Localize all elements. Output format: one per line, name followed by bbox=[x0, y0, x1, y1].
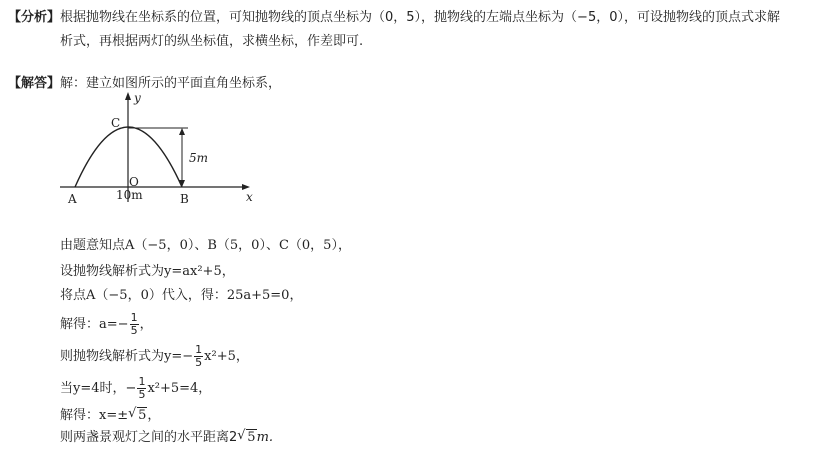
step-6-text: 当 bbox=[60, 381, 74, 396]
y-axis-arrow bbox=[125, 92, 131, 100]
fraction-numerator: 1 bbox=[138, 375, 146, 388]
label-b: B bbox=[180, 192, 189, 206]
step-6-mid: 时，− bbox=[99, 381, 137, 396]
step-3-text: 将点 bbox=[60, 288, 87, 303]
step-7-formula: x=± bbox=[99, 408, 129, 423]
step-2-text: 设抛物线解析式为 bbox=[60, 264, 165, 279]
point-a: A（−5，0）、 bbox=[125, 238, 208, 253]
label-o: O bbox=[129, 175, 139, 189]
step-1-text: 由题意知点 bbox=[60, 238, 126, 253]
height-arrow-top bbox=[179, 128, 185, 135]
analysis-tag: 【分析】 bbox=[8, 10, 61, 25]
step-5-formula: y=− bbox=[164, 349, 194, 364]
label-a: A bbox=[68, 192, 77, 206]
label-c: C bbox=[111, 116, 121, 130]
fraction-denominator: 5 bbox=[138, 388, 146, 401]
label-height: 5m bbox=[189, 151, 209, 165]
step-4-fraction bbox=[130, 312, 139, 337]
step-3-formula: A（−5，0）代入，得：25a+5=0， bbox=[86, 288, 303, 303]
label-x: x bbox=[246, 190, 253, 204]
step-6-fraction bbox=[137, 376, 146, 401]
step-1 bbox=[60, 236, 351, 256]
step-8 bbox=[60, 428, 273, 448]
sqrt-5: √ 5 bbox=[128, 406, 147, 423]
step-7-text: 解得： bbox=[60, 408, 100, 423]
solution-tag: 【解答】 bbox=[8, 76, 61, 91]
step-2-formula: y=ax²+5， bbox=[164, 264, 235, 279]
step-4-text: 解得： bbox=[60, 317, 100, 332]
solution-intro: 解：建立如图所示的平面直角坐标系， bbox=[60, 76, 282, 91]
step-4 bbox=[60, 312, 153, 337]
analysis-line-2 bbox=[60, 32, 363, 52]
step-8-unit: m. bbox=[256, 430, 274, 445]
step-2 bbox=[60, 262, 235, 282]
analysis-text-1: 根据抛物线在坐标系的位置，可知抛物线的顶点坐标为（0，5），抛物线的左端点坐标为（−5，0），可设抛物线的顶点式求解 bbox=[60, 10, 780, 25]
fraction-numerator: 1 bbox=[195, 343, 203, 356]
step-5-text: 则抛物线解析式为 bbox=[60, 349, 165, 364]
analysis-line-1 bbox=[8, 8, 780, 28]
step-5-fraction bbox=[194, 344, 203, 369]
fraction-denominator: 5 bbox=[195, 356, 203, 369]
analysis-text-2: 析式，再根据两灯的纵坐标值，求横坐标，作差即可. bbox=[60, 34, 364, 49]
step-4-formula: a=− bbox=[99, 317, 129, 332]
label-y: y bbox=[134, 91, 141, 105]
fraction-numerator: 1 bbox=[130, 311, 138, 324]
point-c: C（0，5）， bbox=[278, 238, 351, 253]
sqrt-radicand: 5 bbox=[247, 430, 256, 445]
label-width: 10m bbox=[116, 188, 143, 202]
step-8-text: 则两盏景观灯之间的水平距离2 bbox=[60, 430, 238, 445]
parabola-figure bbox=[55, 90, 265, 208]
fraction-denominator: 5 bbox=[130, 324, 138, 337]
step-6-cond: y=4 bbox=[73, 381, 100, 396]
step-4-end: ， bbox=[139, 317, 153, 332]
step-6-end: x²+5=4， bbox=[147, 381, 212, 396]
sqrt-5: √ 5 bbox=[237, 428, 256, 445]
step-5-end: x²+5， bbox=[204, 349, 249, 364]
step-3 bbox=[60, 286, 302, 306]
step-5 bbox=[60, 344, 249, 369]
point-b: B（5，0）、 bbox=[207, 238, 279, 253]
step-7 bbox=[60, 406, 160, 426]
sqrt-radicand: 5 bbox=[138, 408, 147, 423]
step-7-end: ， bbox=[147, 408, 161, 423]
step-6 bbox=[60, 376, 211, 401]
